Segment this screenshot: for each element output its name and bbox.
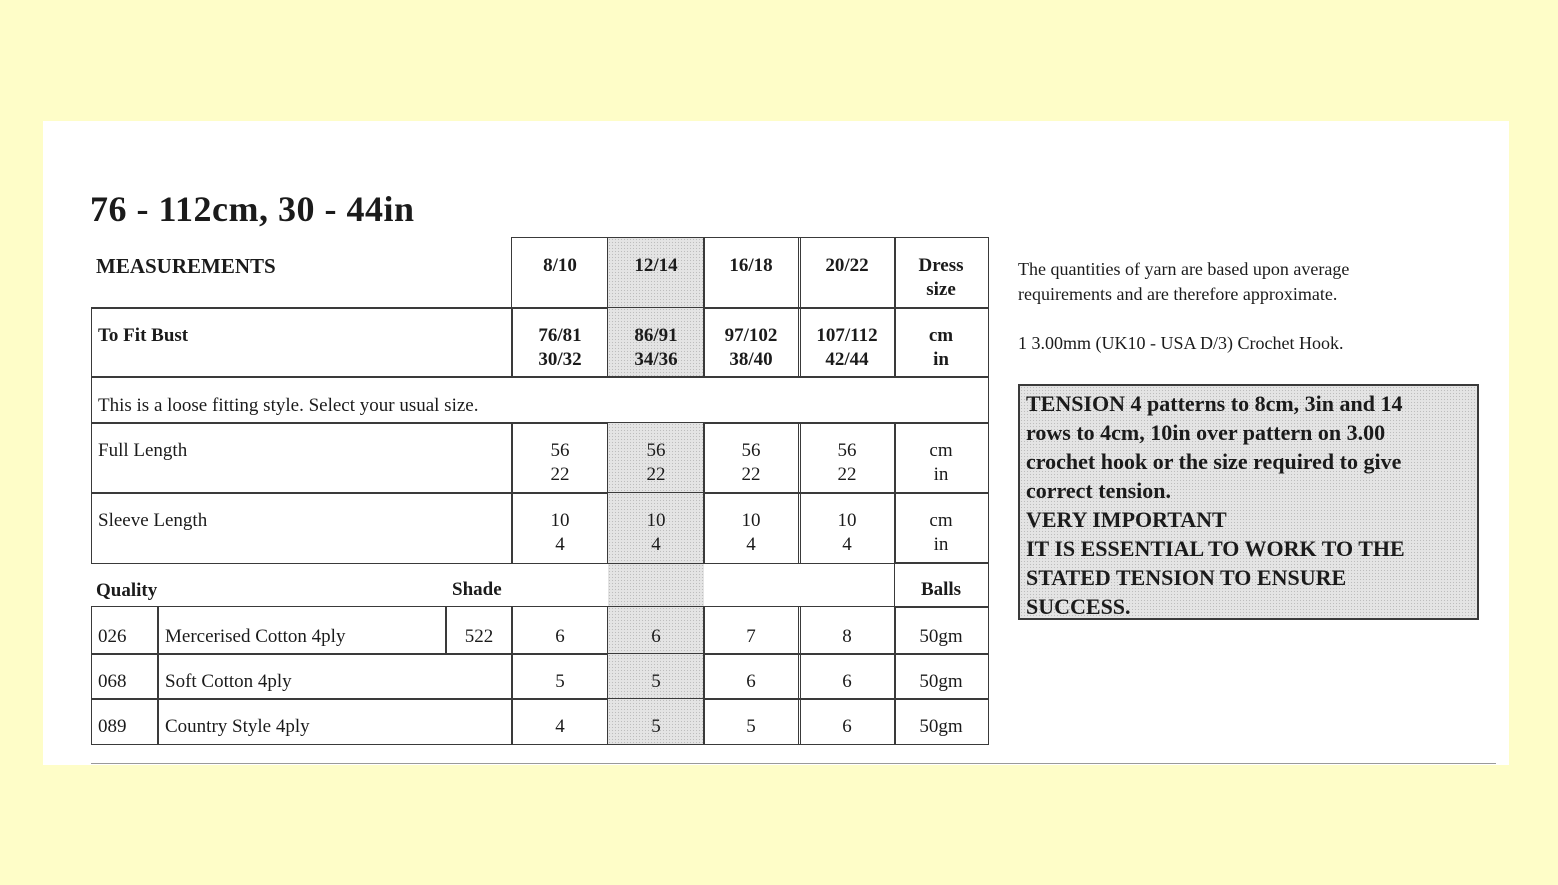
yarn-code-2: 068 (98, 671, 127, 692)
yarn-name-3: Country Style 4ply (165, 716, 310, 737)
full-length-cm-3: 56 (741, 440, 761, 461)
sleeve-length-cm-2: 10 (646, 510, 666, 531)
tension-line-7: STATED TENSION TO ENSURE (1026, 565, 1347, 590)
size-range-title: 76 - 112cm, 30 - 44in (90, 189, 415, 229)
sleeve-length-cm-4: 10 (837, 510, 857, 531)
tension-line-8: SUCCESS. (1026, 594, 1131, 619)
yarn-shade-1: 522 (464, 626, 494, 647)
bust-cm-3: 97/102 (724, 325, 778, 346)
bust-in-3: 38/40 (729, 349, 773, 370)
yarn-qty-1-4: 8 (842, 626, 852, 647)
yarn-code-1: 026 (98, 626, 127, 647)
yarn-qty-2-2: 5 (651, 671, 661, 692)
bust-label: To Fit Bust (98, 325, 189, 346)
yarn-qty-2-3: 6 (746, 671, 756, 692)
quality-heading: Quality (96, 580, 158, 601)
bust-unit-in: in (933, 349, 949, 370)
balls-heading: Balls (920, 579, 962, 600)
tension-line-5: VERY IMPORTANT (1026, 507, 1227, 532)
size-label-4: 20/22 (825, 255, 869, 276)
yarn-qty-3-2: 5 (651, 716, 661, 737)
fit-note: This is a loose fitting style. Select your usual size. (98, 395, 479, 416)
yarn-name-1: Mercerised Cotton 4ply (165, 626, 346, 647)
yarn-unit-1: 50gm (919, 626, 963, 647)
shade-heading: Shade (452, 579, 502, 600)
size-label-2: 12/14 (634, 255, 678, 276)
full-length-in-1: 22 (550, 464, 570, 485)
bust-in-2: 34/36 (634, 349, 678, 370)
sleeve-length-cm-3: 10 (741, 510, 761, 531)
sleeve-length-in-1: 4 (555, 534, 565, 555)
sleeve-length-unit-cm: cm (929, 510, 953, 531)
sleeve-length-unit-in: in (933, 534, 949, 555)
sleeve-length-in-4: 4 (842, 534, 852, 555)
tension-line-2: rows to 4cm, 10in over pattern on 3.00 (1026, 420, 1386, 445)
tension-box (1018, 384, 1479, 620)
tension-line-1: TENSION 4 patterns to 8cm, 3in and 14 (1026, 391, 1403, 416)
tension-line-6: IT IS ESSENTIAL TO WORK TO THE (1026, 536, 1405, 561)
shaded-column-gap (608, 564, 704, 608)
tension-line-4: correct tension. (1026, 478, 1171, 503)
bust-in-4: 42/44 (825, 349, 869, 370)
yarn-qty-2-1: 5 (555, 671, 565, 692)
sleeve-length-label: Sleeve Length (98, 510, 208, 531)
bust-cm-2: 86/91 (634, 325, 678, 346)
yarn-name-2: Soft Cotton 4ply (165, 671, 292, 692)
sleeve-length-cm-1: 10 (550, 510, 570, 531)
bust-cm-1: 76/81 (538, 325, 582, 346)
full-length-in-4: 22 (837, 464, 857, 485)
size-label-1: 8/10 (543, 255, 577, 276)
quantities-note-line1: The quantities of yarn are based upon average (1018, 259, 1350, 279)
yarn-qty-3-3: 5 (746, 716, 756, 737)
full-length-cm-2: 56 (646, 440, 666, 461)
measurements-heading: MEASUREMENTS (96, 254, 276, 278)
yarn-qty-3-1: 4 (555, 716, 565, 737)
sleeve-length-in-2: 4 (651, 534, 661, 555)
yarn-unit-2: 50gm (919, 671, 963, 692)
tension-line-3: crochet hook or the size required to give (1026, 449, 1402, 474)
yarn-unit-3: 50gm (919, 716, 963, 737)
dress-size-label-line1: Dress (918, 255, 964, 276)
yarn-qty-2-4: 6 (842, 671, 852, 692)
full-length-in-3: 22 (741, 464, 761, 485)
yarn-qty-1-2: 6 (651, 626, 661, 647)
full-length-cm-1: 56 (550, 440, 570, 461)
full-length-unit-cm: cm (929, 440, 953, 461)
yarn-code-3: 089 (98, 716, 127, 737)
full-length-cm-4: 56 (837, 440, 857, 461)
bust-cm-4: 107/112 (816, 325, 878, 346)
bust-in-1: 30/32 (538, 349, 582, 370)
hook-note: 1 3.00mm (UK10 - USA D/3) Crochet Hook. (1018, 333, 1344, 353)
bottom-rule (91, 763, 1496, 764)
dress-size-label-line2: size (926, 279, 956, 300)
yarn-qty-1-1: 6 (555, 626, 565, 647)
sleeve-length-in-3: 4 (746, 534, 756, 555)
full-length-unit-in: in (933, 464, 949, 485)
yarn-qty-1-3: 7 (746, 626, 756, 647)
quantities-note-line2: requirements and are therefore approximate. (1018, 284, 1338, 304)
full-length-in-2: 22 (646, 464, 666, 485)
full-length-label: Full Length (98, 440, 188, 461)
yarn-qty-3-4: 6 (842, 716, 852, 737)
size-label-3: 16/18 (729, 255, 773, 276)
bust-unit-cm: cm (928, 325, 954, 346)
